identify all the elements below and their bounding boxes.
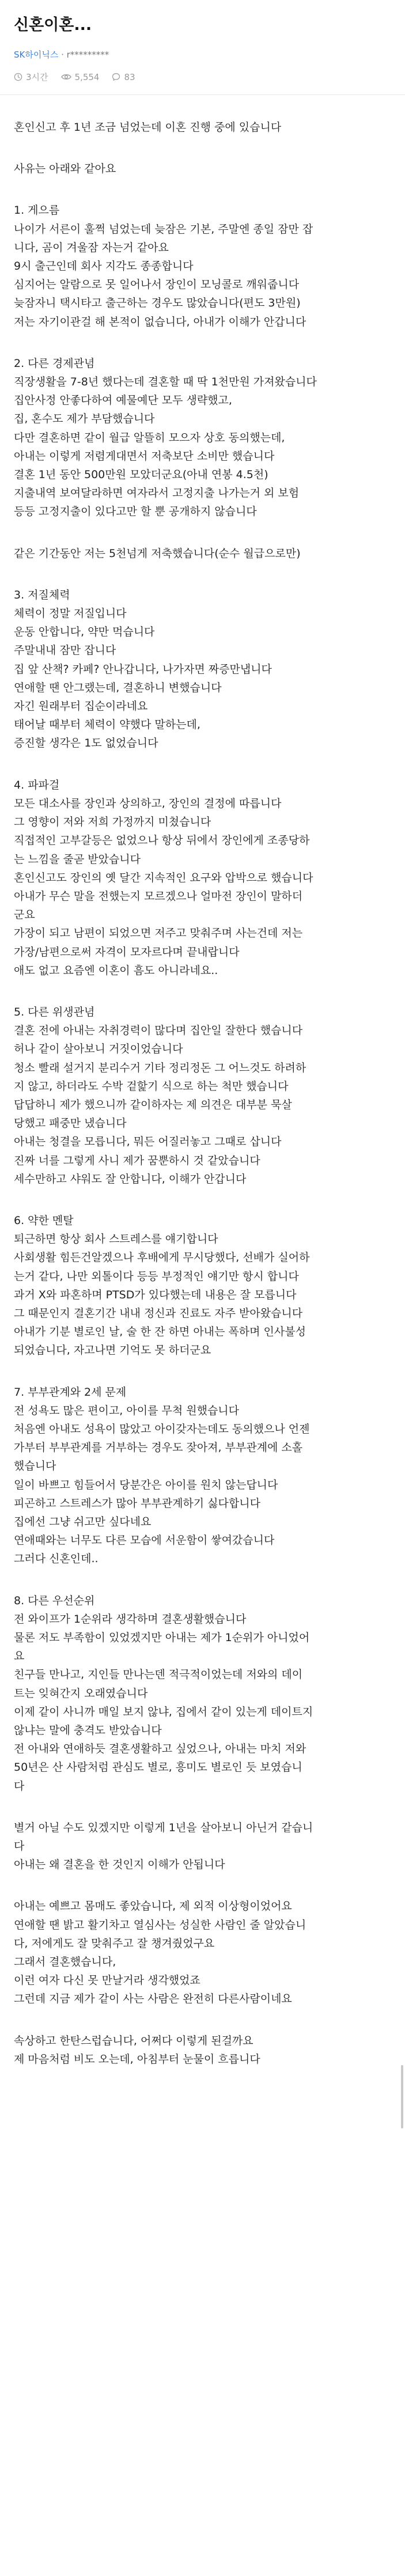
body-line: 청소 빨래 설거지 분리수거 기타 정리정돈 그 어느것도 하려하 [14, 1061, 306, 1074]
body-line: 피곤하고 스트레스가 많아 부부관계하기 싫다합니다 [14, 1497, 260, 1510]
body-line: 7. 부부관계와 2세 문제 [14, 1385, 127, 1399]
eye-icon [61, 73, 71, 81]
body-line: 지 않고, 하더라도 수박 겉핥기 식으로 하는 척만 했습니다 [14, 1079, 289, 1093]
body-line: 지출내역 보여달라하면 여자라서 고정지출 나가는거 외 보험 [14, 487, 300, 500]
body-line: 체력이 정말 저질입니다 [14, 607, 127, 620]
body-paragraph [14, 354, 391, 521]
post-time: 3시간 [26, 72, 48, 82]
body-line: 3. 저질체력 [14, 588, 70, 601]
body-line: 같은 기간동안 저는 5천넘게 저축했습니다(순수 월급으로만) [14, 547, 301, 560]
body-paragraph [14, 118, 391, 137]
body-paragraph [14, 544, 391, 563]
body-line: 50년은 산 사람처럼 관심도 별로, 흥미도 별로인 듯 보였습니 [14, 1761, 302, 1774]
body-line: 퇴근하면 항상 회사 스트레스를 얘기합니다 [14, 1233, 218, 1246]
body-paragraph [14, 201, 391, 331]
body-line: 4. 파파걸 [14, 778, 60, 791]
body-line: 아내는 청결을 모릅니다, 뭐든 어질러놓고 그때로 삽니다 [14, 1135, 282, 1149]
body-line: 속상하고 한탄스럽습니다, 어쩌다 이렇게 된걸까요 [14, 2034, 253, 2047]
body-line: 직장생활을 7-8년 했다는데 결혼할 때 딱 1천만원 가져왔습니다 [14, 376, 317, 389]
body-line: 등등 고정지출이 있다고만 할 뿐 공개하지 않습니다 [14, 505, 257, 518]
time-meta [14, 71, 48, 83]
body-paragraph [14, 586, 391, 753]
body-line: 세수만하고 샤워도 잘 안합니다, 이해가 안갑니다 [14, 1172, 247, 1185]
body-paragraph [14, 160, 391, 178]
body-line: 나이가 서른이 훌쩍 넘었는데 늦잠은 기본, 주말엔 종일 잠만 잡 [14, 222, 313, 236]
body-line: 저는 자기이관걸 해 본적이 없습니다, 아내가 이해가 안갑니다 [14, 315, 306, 328]
body-line: 심지어는 알람으로 못 일어나서 장인이 모닝콜로 깨워줍니다 [14, 278, 300, 291]
scrollbar-thumb[interactable] [401, 2065, 403, 2128]
body-line: 친구들 만나고, 지인들 만나는덴 적극적이었는데 저와의 데이 [14, 1668, 303, 1681]
body-line: 그래서 결혼했습니다, [14, 1956, 116, 1969]
body-paragraph [14, 1592, 391, 1795]
body-line: 5. 다른 위생관념 [14, 1005, 95, 1018]
body-line: 연애때와는 너무도 다른 모습에 서운함이 쌓여갔습니다 [14, 1534, 275, 1547]
body-line: 직접적인 고부갈등은 없었으나 항상 뒤에서 장인에게 조종당하 [14, 834, 310, 847]
body-line: 전 아내와 연애하듯 결혼생활하고 싶었으나, 아내는 마치 저와 [14, 1742, 306, 1756]
body-line: 모든 대소사를 장인과 상의하고, 장인의 결정에 따릅니다 [14, 797, 282, 810]
body-line: 이제 같이 사니까 매일 보지 않냐, 집에서 같이 있는게 데이트지 [14, 1705, 313, 1718]
body-line: 다 [14, 1840, 25, 1853]
body-line: 되었습니다, 자고나면 기억도 못 하더군요 [14, 1344, 211, 1357]
body-line: 이런 여자 다신 못 만날거라 생각했었죠 [14, 1974, 200, 1987]
body-line: 혼인신고 후 1년 조금 넘었는데 이혼 진행 중에 있습니다 [14, 121, 282, 134]
body-line: 2. 다른 경제관념 [14, 357, 95, 370]
body-paragraph [14, 1211, 391, 1360]
body-line: 가장이 되고 남편이 되었으면 저주고 맞춰주며 사는건데 저는 [14, 927, 303, 940]
body-line: 6. 약한 멘탈 [14, 1214, 74, 1227]
body-line: 혼인신고도 장인의 옛 달간 지속적인 요구와 압박으로 했습니다 [14, 871, 313, 884]
body-line: 다, 저에게도 잘 맞춰주고 잘 챙겨줬었구요 [14, 1937, 215, 1950]
body-line: 허나 같이 살아보니 거짓이었습니다 [14, 1043, 183, 1056]
post-header [0, 0, 405, 83]
body-line: 1. 게으름 [14, 204, 60, 217]
body-line: 사회생활 힘든건알겠으나 후배에게 무시당했다, 선배가 실어하 [14, 1251, 310, 1264]
body-line: 결혼 1년 동안 500만원 모았더군요(아내 연봉 4.5천) [14, 468, 268, 482]
body-line: 사유는 아래와 같아요 [14, 162, 116, 176]
body-line: 트는 잊혀간지 오래였습니다 [14, 1687, 148, 1700]
body-paragraph [14, 1897, 391, 2008]
body-line: 답답하니 제가 했으니까 같이하자는 제 의견은 대부분 묵살 [14, 1098, 292, 1111]
body-line: 전 성욕도 많은 편이고, 아이를 무척 원했습니다 [14, 1404, 240, 1417]
body-line: 집에선 그냥 쉬고만 싶다네요 [14, 1516, 152, 1528]
body-line: 일이 바쁘고 힘들어서 당분간은 아이를 원치 않는답니다 [14, 1478, 278, 1491]
body-line: 요 [14, 1650, 25, 1663]
post-body [0, 95, 405, 2069]
body-line: 는거 같다, 나만 외톨이다 등등 부정적인 얘기만 항시 합니다 [14, 1270, 299, 1283]
views-meta [61, 72, 100, 82]
body-line: 과거 X와 파혼하며 PTSD가 있다했는데 내용은 잘 모릅니다 [14, 1288, 297, 1301]
body-line: 니다, 곰이 겨울잠 자는거 같아요 [14, 241, 169, 254]
body-line: 그러다 신혼인데.. [14, 1552, 99, 1566]
body-line: 물론 저도 부족함이 있었겠지만 아내는 제가 1순위가 아니었어 [14, 1631, 310, 1645]
body-paragraph [14, 776, 391, 980]
body-line: 군요 [14, 908, 35, 922]
body-line: 다만 결혼하면 같이 월급 알뜰히 모으자 상호 동의했는데, [14, 431, 285, 444]
comment-count: 83 [124, 71, 135, 82]
body-line: 그 때문인지 결혼기간 내내 정신과 진료도 자주 받아왔습니다 [14, 1306, 303, 1320]
body-line: 당했고 패중만 냈습니다 [14, 1117, 127, 1130]
comment-icon [112, 73, 120, 81]
author-name[interactable]: r********* [66, 50, 109, 60]
body-line: 아내가 무슨 말을 전했는지 모르겠으나 얼마전 장인이 말하더 [14, 889, 303, 903]
body-line: 애도 없고 요즘엔 이혼이 흠도 아니라네요.. [14, 964, 218, 977]
body-line: 처음엔 아내도 성욕이 많았고 아이갖자는데도 동의했으나 언젠 [14, 1422, 310, 1435]
body-line: 결혼 전에 아내는 자취경력이 많다며 집안일 잘한다 했습니다 [14, 1024, 303, 1037]
body-line: 아내는 왜 결혼을 한 것인지 이해가 안됩니다 [14, 1858, 225, 1872]
body-line: 주말내내 잠만 잡니다 [14, 644, 116, 657]
body-line: 그 영향이 저와 저희 가정까지 미쳤습니다 [14, 816, 211, 829]
body-line: 아내가 기분 별로인 날, 술 한 잔 하면 아내는 폭하며 인사불성 [14, 1325, 306, 1339]
clock-icon [14, 73, 22, 81]
body-line: 다 [14, 1779, 25, 1793]
body-line: 가장/남편으로써 자격이 모자르다며 끝내랍니다 [14, 945, 240, 959]
body-line: 9시 출근인데 회사 지각도 종종합니다 [14, 260, 194, 273]
body-line: 는 느낌을 줄곧 받았습니다 [14, 853, 141, 866]
author-row [14, 48, 391, 60]
body-line: 자긴 원래부터 집순이라네요 [14, 700, 148, 713]
body-line: 집안사정 안좋다하여 예물예단 모두 생략했고, [14, 394, 232, 407]
body-line: 증진할 생각은 1도 없었습니다 [14, 737, 158, 750]
post-title: 신혼이혼... [14, 16, 92, 34]
body-line: 그런데 지금 제가 같이 사는 사람은 완전히 다른사람이네요 [14, 1992, 292, 2006]
author-separator: · [58, 50, 67, 60]
body-line: 태어날 때부터 체력이 약했다 말하는데, [14, 718, 200, 732]
body-line: 진짜 너를 그렇게 사니 제가 꿈뿐하시 것 같았습니다 [14, 1154, 260, 1167]
body-line: 제 마음처럼 비도 오는데, 아침부터 눈물이 흐릅니다 [14, 2052, 260, 2066]
body-line: 했습니다 [14, 1460, 56, 1473]
body-paragraph [14, 1383, 391, 1569]
body-line: 연애할 땐 안그랬는데, 결혼하니 변했습니다 [14, 681, 222, 694]
body-line: 늦잠자니 택시타고 출근하는 경우도 많았습니다(편도 3만원) [14, 297, 301, 310]
body-line: 아내는 이렇게 저렴게대면서 저축보단 소비만 했습니다 [14, 449, 275, 463]
body-line: 아내는 예쁘고 몸매도 좋았습니다, 제 외적 이상형이었어요 [14, 1900, 292, 1913]
body-line: 가부터 부부관계를 거부하는 경우도 잦아져, 부부관계에 소홀 [14, 1441, 303, 1454]
company-link[interactable]: SK하이닉스 [14, 50, 59, 60]
body-line: 연애할 땐 밝고 활기차고 열심사는 성실한 사람인 줄 알았습니 [14, 1918, 306, 1931]
body-paragraph [14, 2032, 391, 2069]
body-line: 전 와이프가 1순위라 생각하며 결혼생활했습니다 [14, 1612, 247, 1626]
body-paragraph [14, 1819, 391, 1874]
body-line: 않냐는 말에 충격도 받았습니다 [14, 1724, 162, 1737]
comments-meta[interactable] [112, 72, 135, 82]
body-line: 집, 혼수도 제가 부담했습니다 [14, 412, 155, 426]
body-paragraph [14, 1003, 391, 1188]
meta-row [14, 71, 391, 83]
body-line: 별거 아닐 수도 있겠지만 이렇게 1년을 살아보니 아닌거 같습니 [14, 1821, 313, 1834]
body-line: 운동 안합니다, 약만 먹습니다 [14, 626, 155, 639]
body-line: 집 앞 산책? 카페? 안나갑니다, 나가자면 짜증만냅니다 [14, 662, 272, 676]
body-line: 8. 다른 우선순위 [14, 1594, 95, 1607]
view-count: 5,554 [74, 71, 100, 82]
